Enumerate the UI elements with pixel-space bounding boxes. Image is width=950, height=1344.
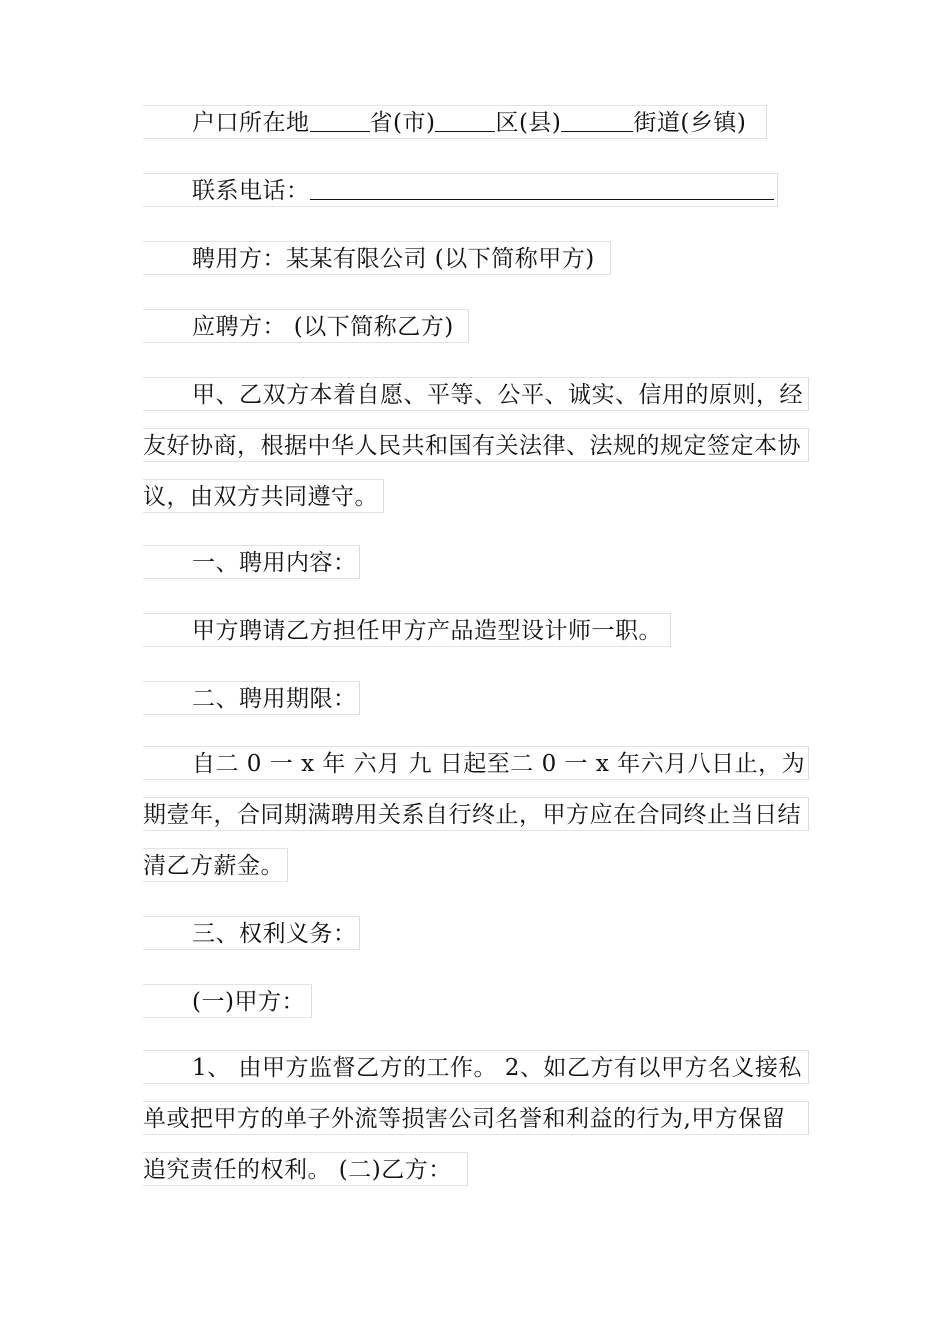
section2-body-line-1: 自二 0 一 x 年 六月 九 日起至二 0 一 x 年六月八日止，为	[143, 746, 809, 780]
preamble-line-3: 议，由双方共同遵守。	[143, 479, 384, 513]
province-blank	[310, 109, 370, 132]
street-blank	[561, 109, 633, 132]
hukou-line	[143, 105, 767, 139]
section1-title: 一、聘用内容：	[143, 545, 360, 579]
employee-line: 应聘方： (以下简称乙方)	[143, 309, 469, 343]
employer-line: 聘用方：某某有限公司 (以下简称甲方)	[143, 241, 611, 275]
preamble-line-1: 甲、乙双方本着自愿、平等、公平、诚实、信用的原则，经	[143, 377, 809, 411]
section3-body-line-3: 追究责任的权利。 (二)乙方：	[143, 1152, 468, 1186]
preamble-line-2: 友好协商，根据中华人民共和国有关法律、法规的规定签定本协	[143, 428, 809, 462]
phone-blank	[310, 177, 774, 200]
party-a-heading: (一)甲方：	[143, 984, 312, 1018]
section3-body-line-1: 1、 由甲方监督乙方的工作。 2、如乙方有以甲方名义接私	[143, 1050, 809, 1084]
section2-title: 二、聘用期限：	[143, 681, 360, 715]
section1-body: 甲方聘请乙方担任甲方产品造型设计师一职。	[143, 613, 671, 647]
section2-body-line-2: 期壹年，合同期满聘用关系自行终止，甲方应在合同终止当日结	[143, 797, 809, 831]
province-label: 省(市)	[369, 110, 436, 136]
section3-title: 三、权利义务：	[143, 916, 360, 950]
section3-body-line-2: 单或把甲方的单子外流等损害公司名誉和利益的行为,甲方保留	[143, 1101, 809, 1135]
phone-label: 联系电话：	[192, 178, 310, 204]
district-label: 区(县)	[495, 110, 562, 136]
section2-body-line-3: 清乙方薪金。	[143, 848, 288, 882]
hukou-label: 户口所在地	[192, 110, 310, 136]
street-label: 街道(乡镇)	[633, 110, 747, 136]
phone-line	[143, 173, 778, 207]
district-blank	[435, 109, 495, 132]
